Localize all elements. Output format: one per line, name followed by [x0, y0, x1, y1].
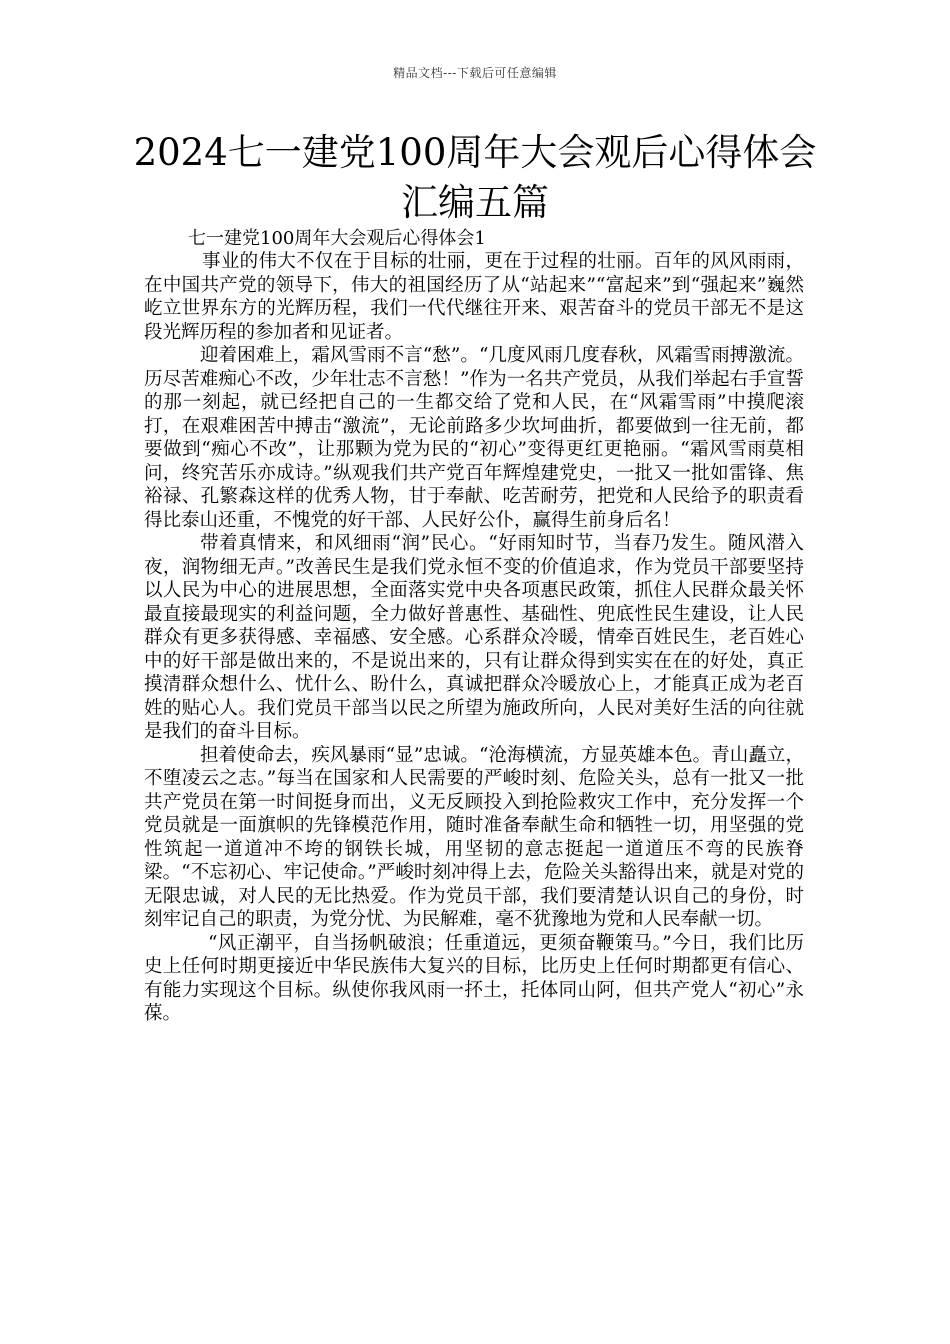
page-header: 精品文档---下载后可任意编辑 — [393, 66, 557, 80]
section-heading: 七一建党100周年大会观后心得体会1 — [188, 228, 486, 249]
paragraph: 迎着困难上，霜风雪雨不言“愁”。“几度风雨几度春秋，风霜雪雨搏激流。历尽苦难痴心不改，少年壮志不言愁！”作为一名共产党员，从我们举起右手宣誓的那一刻起，就已经把自己的一生都交给了党和人民，在“风霜雪雨”中摸爬滚打，在艰难困苦中搏击“激流”，无论前路多少坎坷曲折，都要做到一往无前，都要做到“痴心不改”，让那颗为党为民的“初心”变得更红更艳丽。“霜风雪雨莫相问，终究苦乐亦成诗。”纵观我们共产党百年辉煌建党史，一批又一批如雷锋、焦裕禄、孔繁森这样的优秀人物，甘于奉献、吃苦耐劳，把党和人民给予的职责看得比泰山还重，不愧党的好干部、人民好公仆，赢得生前身后名！ — [144, 345, 804, 531]
document-body — [144, 250, 804, 1026]
paragraph: 担着使命去，疾风暴雨“显”忠诚。“沧海横流，方显英雄本色。青山矗立，不堕凌云之志。”每当在国家和人民需要的严峻时刻、危险关头，总有一批又一批共产党员在第一时间挺身而出，义无反顾投入到抢险救灾工作中，充分发挥一个党员就是一面旗帜的先锋模范作用，随时准备奉献生命和牺牲一切，用坚强的党性筑起一道道冲不垮的钢铁长城，用坚韧的意志挺起一道道压不弯的民族脊梁。“不忘初心、牢记使命。”严峻时刻冲得上去，危险关头豁得出来，就是对党的无限忠诚，对人民的无比热爱。作为党员干部，我们要清楚认识自己的身份，时刻牢记自己的职责，为党分忧、为民解难，毫不犹豫地为党和人民奉献一切。 — [144, 744, 804, 930]
paragraph: 事业的伟大不仅在于目标的壮丽，更在于过程的壮丽。百年的风风雨雨，在中国共产党的领导下，伟大的祖国经历了从“站起来”“富起来”到“强起来”巍然屹立世界东方的光辉历程，我们一代代继往开来、艰苦奋斗的党员干部无不是这段光辉历程的参加者和见证者。 — [144, 251, 804, 343]
paragraph: 带着真情来，和风细雨“润”民心。“好雨知时节，当春乃发生。随风潜入夜，润物细无声。”改善民生是我们党永恒不变的价值追求，作为党员干部要坚持以人民为中心的进展思想，全面落实党中央各项惠民政策，抓住人民群众最关怀最直接最现实的利益问题，全力做好普惠性、基础性、兜底性民生建设，让人民群众有更多获得感、幸福感、安全感。心系群众冷暖，情牵百姓民生，老百姓心中的好干部是做出来的，不是说出来的，只有让群众得到实实在在的好处，真正摸清群众想什么、忧什么、盼什么，真诚把群众冷暖放心上，才能真正成为老百姓的贴心人。我们党员干部当以民之所望为施政所向，人民对美好生活的向往就是我们的奋斗目标。 — [144, 533, 804, 742]
document-title: 2024七一建党100周年大会观后心得体会汇编五篇 — [133, 131, 817, 224]
paragraph: “风正潮平，自当扬帆破浪；任重道远，更须奋鞭策马。”今日，我们比历史上任何时期更接近中华民族伟大复兴的目标，比历史上任何时期都更有信心、有能力实现这个目标。纵使你我风雨一抔土，托体同山阿，但共产党人“初心”永葆。 — [144, 932, 804, 1024]
